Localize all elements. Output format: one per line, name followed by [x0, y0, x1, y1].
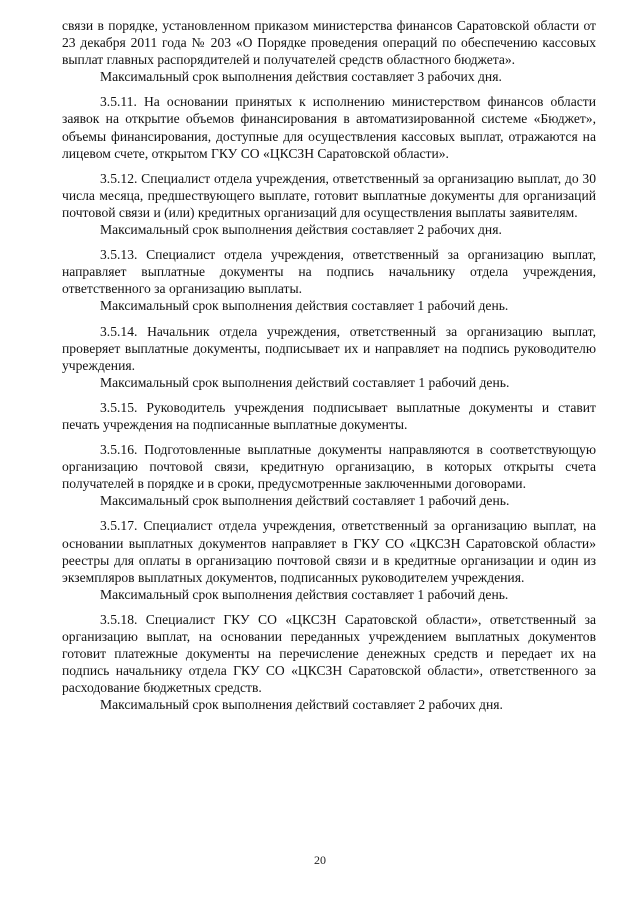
paragraph-deadline: Максимальный срок выполнения действий составляет 1 рабочий день.	[100, 374, 510, 390]
paragraph-continuation: связи в порядке, установленном приказом министерства финансов Саратовской области от 23 декабря 2011 года № 203 «О Порядке проведения операций по обеспечению кассовых выплат главных распорядителей и получателей средств областного бюджета».	[62, 18, 596, 68]
paragraph-3-5-16: 3.5.16. Подготовленные выплатные документы направляются в соответствующую организацию почтовой связи, кредитную организацию, в которых открыты счета получателей в порядке и в сроки, предусмотренные заключенными договорами.	[62, 442, 596, 492]
document-page	[62, 17, 596, 713]
paragraph-3-5-11: 3.5.11. На основании принятых к исполнению министерством финансов области заявок на открытие объемов финансирования в автоматизированной системе «Бюджет», объемы финансирования, доступные для осуществления кассовых выплат, отражаются на лицевом счете, открытом ГКУ СО «ЦКСЗН Саратовской области».	[62, 94, 596, 161]
paragraph-deadline: Максимальный срок выполнения действия составляет 3 рабочих дня.	[100, 69, 502, 85]
paragraph-3-5-14: 3.5.14. Начальник отдела учреждения, ответственный за организацию выплат, проверяет выплатные документы, подписывает их и направляет на подпись руководителю учреждения.	[62, 323, 596, 373]
paragraph-3-5-15: 3.5.15. Руководитель учреждения подписывает выплатные документы и ставит печать учреждения на подписанные выплатные документы.	[62, 399, 596, 432]
paragraph-3-5-17: 3.5.17. Специалист отдела учреждения, ответственный за организацию выплат, на основании выплатных документов направляет в ГКУ СО «ЦКСЗН Саратовской области» реестры для оплаты в организацию почтовой связи и в кредитные организации и один из экземпляров выплатных документов, подписанных руководителем учреждения.	[62, 518, 596, 585]
paragraph-3-5-12: 3.5.12. Специалист отдела учреждения, ответственный за организацию выплат, до 30 числа месяца, предшествующего выплате, готовит выплатные документы для организаций почтовой связи и (или) кредитных организаций для осуществления выплаты заявителям.	[62, 170, 596, 220]
paragraph-deadline: Максимальный срок выполнения действия составляет 1 рабочий день.	[100, 586, 509, 602]
page-number: 20	[314, 853, 326, 867]
paragraph-deadline: Максимальный срок выполнения действия составляет 2 рабочих дня.	[100, 222, 502, 238]
paragraph-3-5-18: 3.5.18. Специалист ГКУ СО «ЦКСЗН Саратовской области», ответственный за организацию выплат, на основании переданных учреждением выплатных документов готовит платежные документы на перечисление денежных средств и передает их на подпись начальнику отдела ГКУ СО «ЦКСЗН Саратовской области», ответственного за расходование бюджетных средств.	[62, 611, 596, 696]
paragraph-deadline: Максимальный срок выполнения действий составляет 2 рабочих дня.	[100, 697, 503, 713]
paragraph-deadline: Максимальный срок выполнения действия составляет 1 рабочий день.	[100, 298, 509, 314]
paragraph-3-5-13: 3.5.13. Специалист отдела учреждения, ответственный за организацию выплат, направляет выплатные документы на подпись начальнику отдела учреждения, ответственного за организацию выплаты.	[62, 247, 596, 297]
paragraph-deadline: Максимальный срок выполнения действий составляет 1 рабочий день.	[100, 493, 510, 509]
